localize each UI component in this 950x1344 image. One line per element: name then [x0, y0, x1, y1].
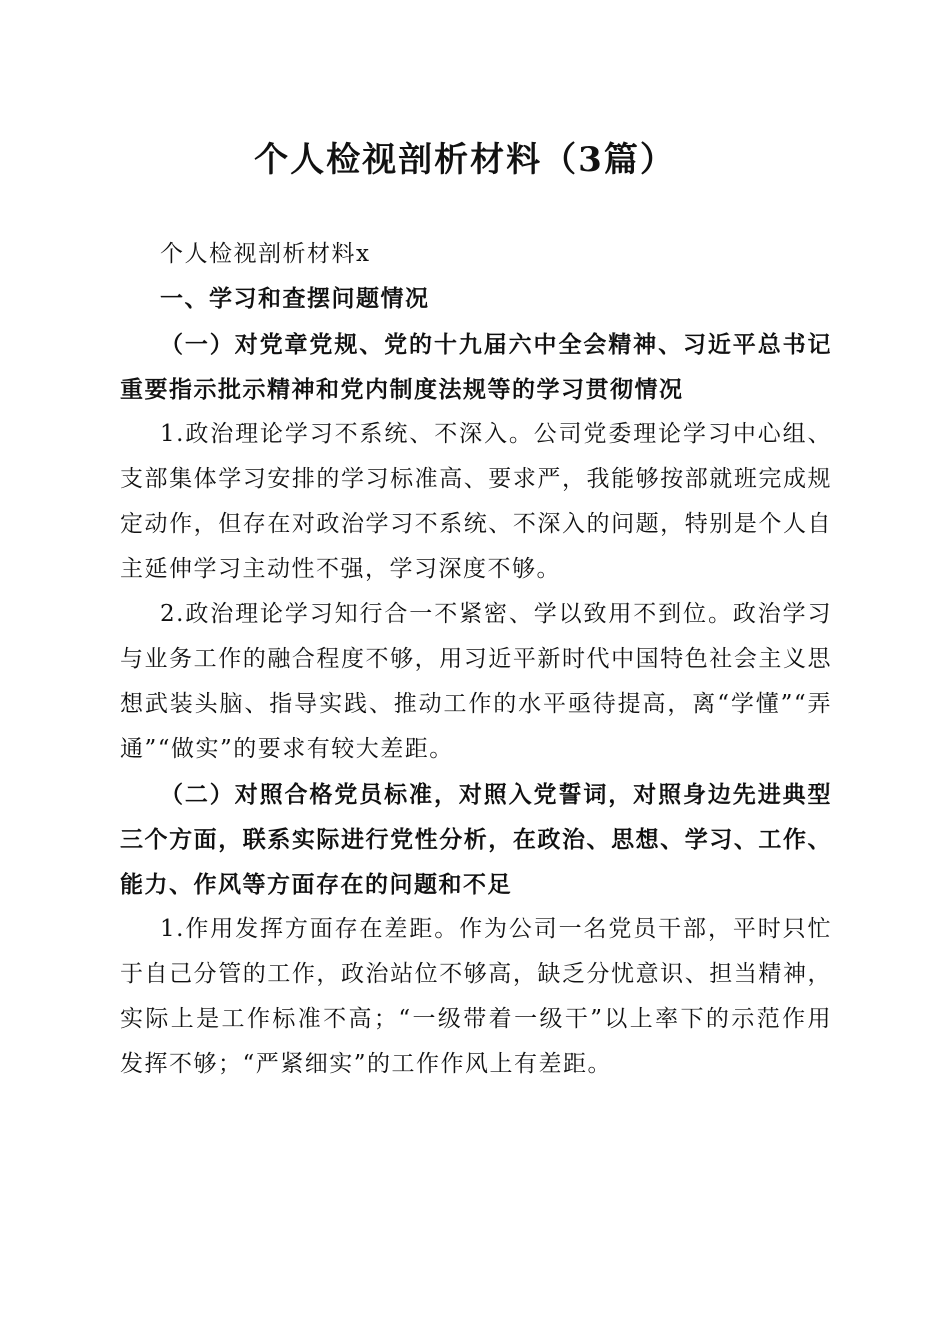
- paragraph-1-2: 2.政治理论学习知行合一不紧密、学以致用不到位。政治学习与业务工作的融合程度不够，用习近平新时代中国特色社会主义思想武装头脑、指导实践、推动工作的水平亟待提高，离“学懂”“弄通”“做实”的要求有较大差距。: [120, 601, 832, 762]
- document-subtitle: 个人检视剖析材料x: [160, 241, 371, 267]
- subsection-heading-1: （一）对党章党规、党的十九届六中全会精神、习近平总书记重要指示批示精神和党内制度法规等的学习贯彻情况: [120, 331, 832, 403]
- subsection-heading-2: （二）对照合格党员标准，对照入党誓词，对照身边先进典型三个方面，联系实际进行党性分析，在政治、思想、学习、工作、能力、作风等方面存在的问题和不足: [120, 781, 832, 898]
- section-heading-1: 一、学习和查摆问题情况: [160, 286, 430, 312]
- document-body: [120, 232, 832, 1087]
- paragraph-1-1: 1.政治理论学习不系统、不深入。公司党委理论学习中心组、支部集体学习安排的学习标准高、要求严，我能够按部就班完成规定动作，但存在对政治学习不系统、不深入的问题，特别是个人自主延伸学习主动性不强，学习深度不够。: [120, 421, 832, 582]
- paragraph-2-1: 1.作用发挥方面存在差距。作为公司一名党员干部，平时只忙于自己分管的工作，政治站位不够高，缺乏分忧意识、担当精神，实际上是工作标准不高；“一级带着一级干”以上率下的示范作用发挥不够；“严紧细实”的工作作风上有差距。: [120, 916, 832, 1077]
- document-title: 个人检视剖析材料（3篇）: [254, 140, 676, 180]
